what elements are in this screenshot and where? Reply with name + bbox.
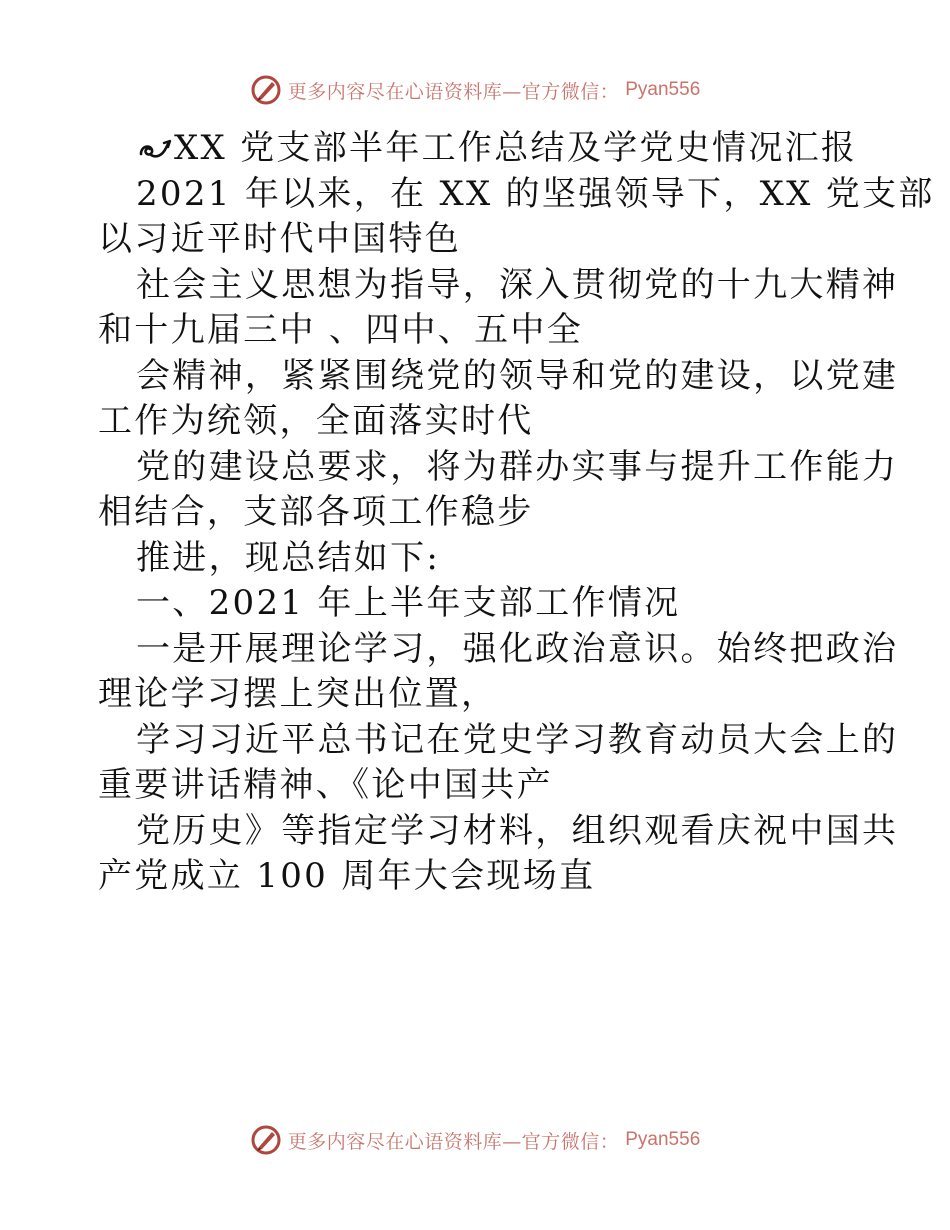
document-title: XX 党支部半年工作总结及学党史情况汇报 bbox=[174, 128, 858, 168]
pen-logo-icon bbox=[250, 1124, 282, 1156]
paragraph-lines bbox=[98, 172, 935, 900]
text-line: 推进，现总结如下: bbox=[136, 537, 441, 578]
text-line: 重要讲话精神、《论中国共产 bbox=[98, 765, 553, 805]
text-line: 学习习近平总书记在党史学习教育动员大会上的 bbox=[136, 719, 899, 760]
text-line: 党的建设总要求，将为群办实事与提升工作能力 bbox=[136, 446, 899, 487]
footer-banner-wechat: Pyan556 bbox=[625, 1129, 701, 1150]
text-line: 理论学习摆上突出位置， bbox=[98, 674, 498, 714]
text-line: 一、2021 年上半年支部工作情况 bbox=[136, 583, 681, 623]
footer-watermark-banner bbox=[0, 1120, 950, 1160]
header-banner-text: 更多内容尽在心语资料库—官方微信： bbox=[287, 80, 620, 103]
text-line: 社会主义思想为指导，深入贯彻党的十九大精神 bbox=[136, 264, 899, 305]
text-line: 2021 年以来，在 XX 的坚强领导下，XX 党支部 bbox=[136, 173, 935, 214]
text-line: 以习近平时代中国特色 bbox=[98, 219, 461, 259]
text-line: 党历史》等指定学习材料，组织观看庆祝中国共 bbox=[136, 810, 899, 851]
text-line: 会精神，紧紧围绕党的领导和党的建设，以党建 bbox=[136, 355, 899, 396]
text-line: 产党成立 100 周年大会现场直 bbox=[98, 856, 596, 896]
document-body bbox=[98, 126, 935, 900]
text-line: 和十九届三中 、四中、五中全 bbox=[98, 310, 584, 350]
text-line: 一是开展理论学习，强化政治意识。始终把政治 bbox=[136, 628, 899, 669]
text-line: 相结合，支部各项工作稳步 bbox=[98, 492, 534, 532]
text-line: 工作为统领，全面落实时代 bbox=[98, 401, 534, 441]
pen-logo-icon bbox=[250, 74, 282, 106]
document-title-line bbox=[98, 126, 858, 172]
header-watermark-banner bbox=[0, 70, 950, 110]
footer-banner-text: 更多内容尽在心语资料库—官方微信： bbox=[287, 1130, 620, 1153]
decorative-swirl-icon bbox=[138, 134, 172, 164]
header-banner-wechat: Pyan556 bbox=[625, 79, 701, 100]
